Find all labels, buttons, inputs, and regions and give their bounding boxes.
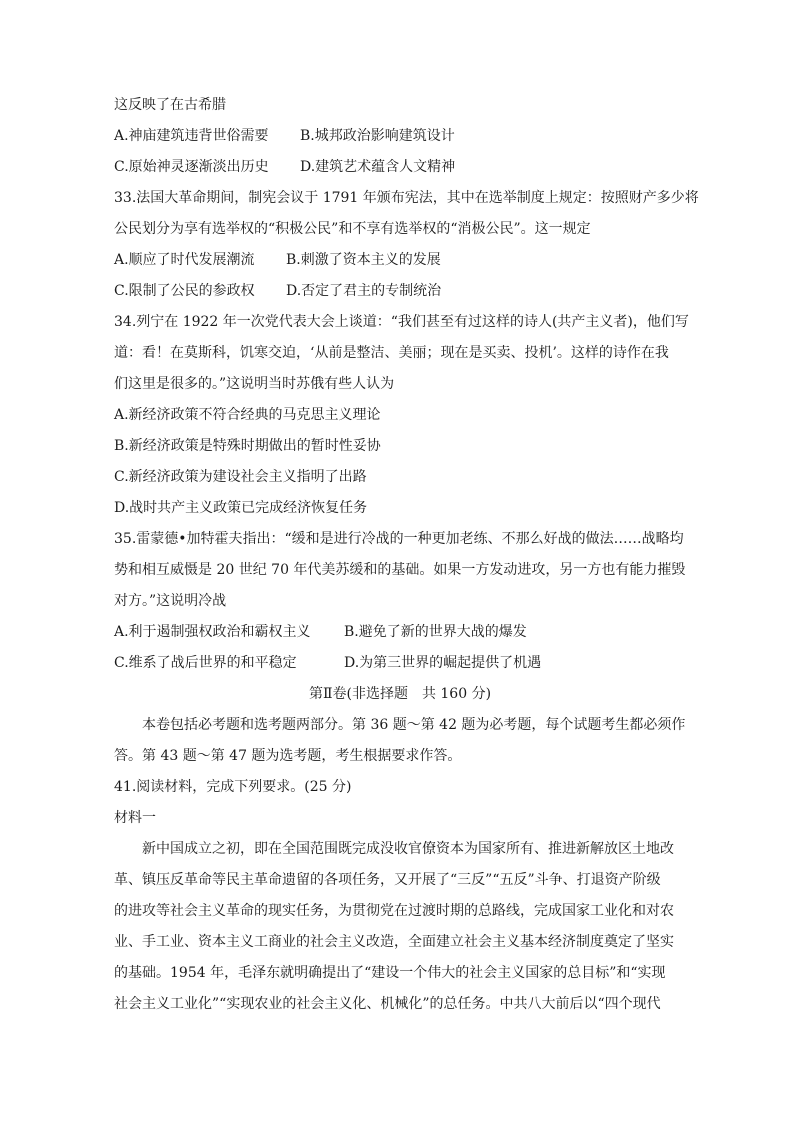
q35-option-c[interactable]: C.维系了战后世界的和平稳定	[114, 655, 297, 671]
q34-stem-line-2: 道：看！在莫斯科，饥寒交迫，‘从前是整洁、美丽；现在是买卖、投机’。这样的诗作在我	[114, 345, 669, 361]
q32-options-row-2	[114, 152, 686, 183]
q41-material-line-1: 新中国成立之初，即在全国范围既完成没收官僚资本为国家所有、推进新解放区土地改	[142, 841, 674, 857]
q35-option-d[interactable]: D.为第三世界的崛起提供了机遇	[344, 655, 542, 671]
q32-option-d[interactable]: D.建筑艺术蕴含人文精神	[300, 159, 456, 175]
q32-stem-tail: 这反映了在古希腊	[114, 97, 226, 113]
q33-option-b[interactable]: B.刺激了资本主义的发展	[286, 252, 441, 268]
q41-material-line-6: 社会主义工业化”“实现农业的社会主义化、机械化”的总任务。中共八大前后以“四个现代	[114, 996, 661, 1012]
q32-option-a[interactable]: A.神庙建筑违背世俗需要	[114, 128, 269, 144]
q32-options-row-1	[114, 121, 686, 152]
q35-stem-line-3: 对方。”这说明冷战	[114, 593, 227, 609]
q34-option-d[interactable]: D.战时共产主义政策已完成经济恢复任务	[114, 500, 368, 516]
section-2-intro-line-2: 答。第 43 题～第 47 题为选考题，考生根据要求作答。	[114, 748, 462, 764]
q35-stem-line-2: 势和相互威慑是 20 世纪 70 年代美苏缓和的基础。如果一方发动进攻，另一方也有能力摧毁	[114, 562, 686, 578]
q41-material-line-3: 的进攻等社会主义革命的现实任务，为贯彻党在过渡时期的总路线，完成国家工业化和对农	[114, 903, 674, 919]
q33-option-c[interactable]: C.限制了公民的参政权	[114, 283, 255, 299]
q35-option-a[interactable]: A.利于遏制强权政治和霸权主义	[114, 624, 311, 640]
page-content	[114, 90, 699, 1020]
q34-stem-line-3: 们这里是很多的。”这说明当时苏俄有些人认为	[114, 376, 395, 392]
q41-material-line-2: 革、镇压反革命等民主革命遗留的各项任务，又开展了“三反”“五反”斗争、打退资产阶级	[114, 872, 661, 888]
q33-option-a[interactable]: A.顺应了时代发展潮流	[114, 252, 255, 268]
q35-options-row-1	[114, 617, 686, 648]
q41-material-line-5: 的基础。1954 年，毛泽东就明确提出了“建设一个伟大的社会主义国家的总目标”和“实现	[114, 965, 666, 981]
q33-stem-line-1: 33.法国大革命期间，制宪会议于 1791 年颁布宪法，其中在选举制度上规定：按照财产多少将	[114, 190, 699, 206]
q33-stem-line-2: 公民划分为享有选举权的“积极公民”和不享有选举权的“消极公民”。这一规定	[114, 221, 591, 237]
q41-material-line-4: 业、手工业、资本主义工商业的社会主义改造，全面建立社会主义基本经济制度奠定了坚实	[114, 934, 674, 950]
q34-option-a[interactable]: A.新经济政策不符合经典的马克思主义理论	[114, 407, 381, 423]
q32-option-b[interactable]: B.城邦政治影响建筑设计	[300, 128, 455, 144]
q33-options-row-2	[114, 276, 686, 307]
q41-material-label: 材料一	[114, 810, 156, 826]
q35-option-b[interactable]: B.避免了新的世界大战的爆发	[344, 624, 527, 640]
q34-stem-line-1: 34.列宁在 1922 年一次党代表大会上谈道：“我们甚至有过这样的诗人(共产主义者)，他们写	[114, 314, 689, 330]
q35-stem-line-1: 35.雷蒙德•加特霍夫指出：“缓和是进行冷战的一种更加老练、不那么好战的做法……战略均	[114, 531, 684, 547]
q33-options-row-1	[114, 245, 686, 276]
section-2-intro-line-1: 本卷包括必考题和选考题两部分。第 36 题～第 42 题为必考题，每个试题考生都必须作	[142, 717, 686, 733]
q32-option-c[interactable]: C.原始神灵逐渐淡出历史	[114, 159, 269, 175]
q41-stem: 41.阅读材料，完成下列要求。(25 分)	[114, 779, 352, 795]
q34-option-c[interactable]: C.新经济政策为建设社会主义指明了出路	[114, 469, 367, 485]
section-2-title: 第Ⅱ卷(非选择题 共 160 分)	[308, 686, 492, 702]
q33-option-d[interactable]: D.否定了君主的专制统治	[286, 283, 442, 299]
q34-option-b[interactable]: B.新经济政策是特殊时期做出的暂时性妥协	[114, 438, 381, 454]
q35-options-row-2	[114, 648, 686, 679]
